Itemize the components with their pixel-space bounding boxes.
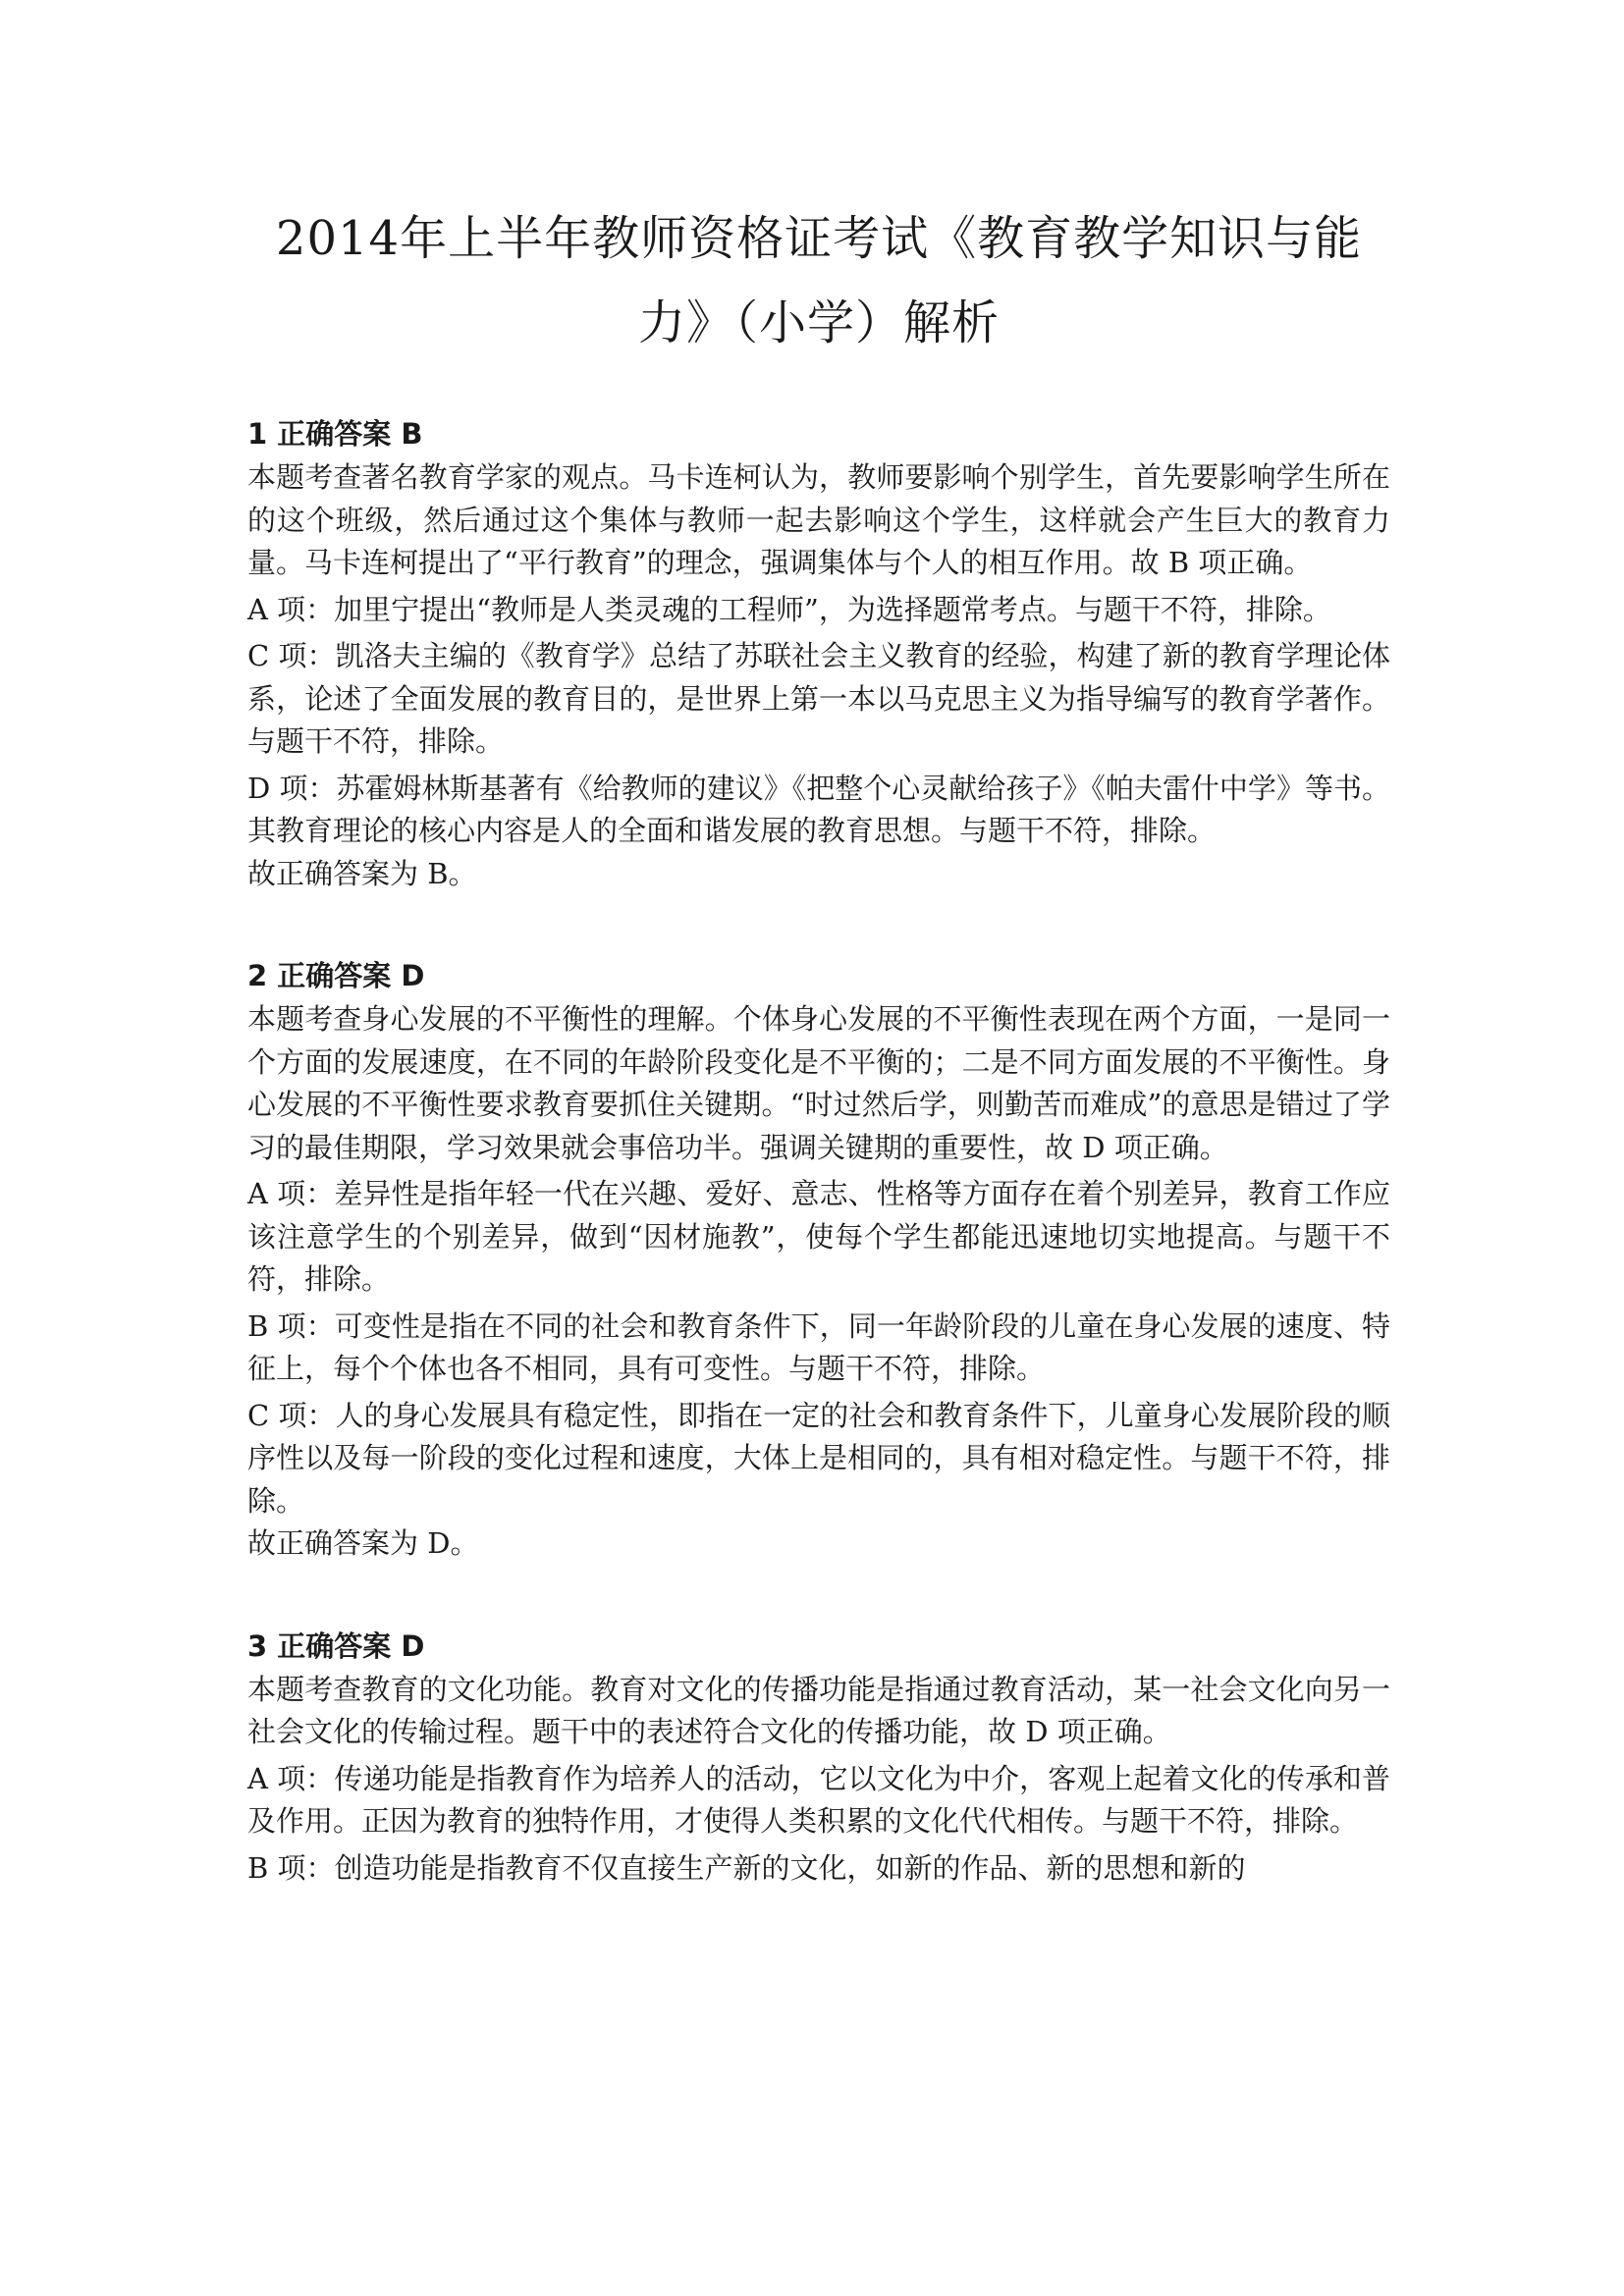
option-b-paragraph: B 项：创造功能是指教育不仅直接生产新的文化，如新的作品、新的思想和新的 [247,1850,1246,1885]
option-b-paragraph: B 项：可变性是指在不同的社会和教育条件下，同一年龄阶段的儿童在身心发展的速度、特征上，每个个体也各不相同，具有可变性。与题干不符，排除。 [247,1308,1390,1385]
title-line-2: 力》（小学）解析 [637,295,1000,350]
option-c-paragraph: C 项：人的身心发展具有稳定性，即指在一定的社会和教育条件下，儿童身心发展阶段的顺序性以及每一阶段的变化过程和速度，大体上是相同的，具有相对稳定性。与题干不符，排除。 [247,1398,1390,1518]
option-a-paragraph: A 项：差异性是指年轻一代在兴趣、爱好、意志、性格等方面存在着个别差异，教育工作应该注意学生的个别差异，做到“因材施教”，使每个学生都能迅速地切实地提高。与题干不符，排除。 [247,1177,1390,1296]
title-line-1: 2014年上半年教师资格证考试《教育教学知识与能 [275,211,1363,266]
section-heading: 1 正确答案 B [247,417,423,451]
explanation-paragraph: 本题考查著名教育学家的观点。马卡连柯认为，教师要影响个别学生，首先要影响学生所在的这个班级，然后通过这个集体与教师一起去影响这个学生，这样就会产生巨大的教育力量。马卡连柯提出了“平行教育”的理念，强调集体与个人的相互作用。故 B 项正确。 [247,460,1390,579]
conclusion-paragraph: 故正确答案为 D。 [247,1526,479,1560]
option-a-paragraph: A 项：传递功能是指教育作为培养人的活动，它以文化为中介，客观上起着文化的传承和普及作用。正因为教育的独特作用，才使得人类积累的文化代代相传。与题干不符，排除。 [247,1761,1390,1838]
section-heading: 3 正确答案 D [247,1629,425,1663]
explanation-paragraph: 本题考查教育的文化功能。教育对文化的传播功能是指通过教育活动，某一社会文化向另一社会文化的传输过程。题干中的表述符合文化的传播功能，故 D 项正确。 [247,1672,1390,1748]
answer-section-3 [247,1627,1390,1891]
conclusion-paragraph: 故正确答案为 B。 [247,856,477,890]
document-title [247,196,1390,365]
option-a-paragraph: A 项：加里宁提出“教师是人类灵魂的工程师”，为选择题常考点。与题干不符，排除。 [247,592,1331,626]
explanation-paragraph: 本题考查身心发展的不平衡性的理解。个体身心发展的不平衡性表现在两个方面，一是同一个方面的发展速度，在不同的年龄阶段变化是不平衡的；二是不同方面发展的不平衡性。身心发展的不平衡性要求教育要抓住关键期。“时过然后学，则勤苦而难成”的意思是错过了学习的最佳期限，学习效果就会事倍功半。强调关键期的重要性，故 D 项正确。 [247,1002,1390,1164]
answer-section-2 [247,956,1390,1566]
option-d-paragraph: D 项：苏霍姆林斯基著有《给教师的建议》《把整个心灵献给孩子》《帕夫雷什中学》等书。其教育理论的核心内容是人的全面和谐发展的教育思想。与题干不符，排除。 [247,771,1390,847]
answer-section-1 [247,414,1390,895]
option-c-paragraph: C 项：凯洛夫主编的《教育学》总结了苏联社会主义教育的经验，构建了新的教育学理论体系，论述了全面发展的教育目的，是世界上第一本以马克思主义为指导编写的教育学著作。与题干不符，排除。 [247,639,1390,758]
section-heading: 2 正确答案 D [247,959,425,992]
